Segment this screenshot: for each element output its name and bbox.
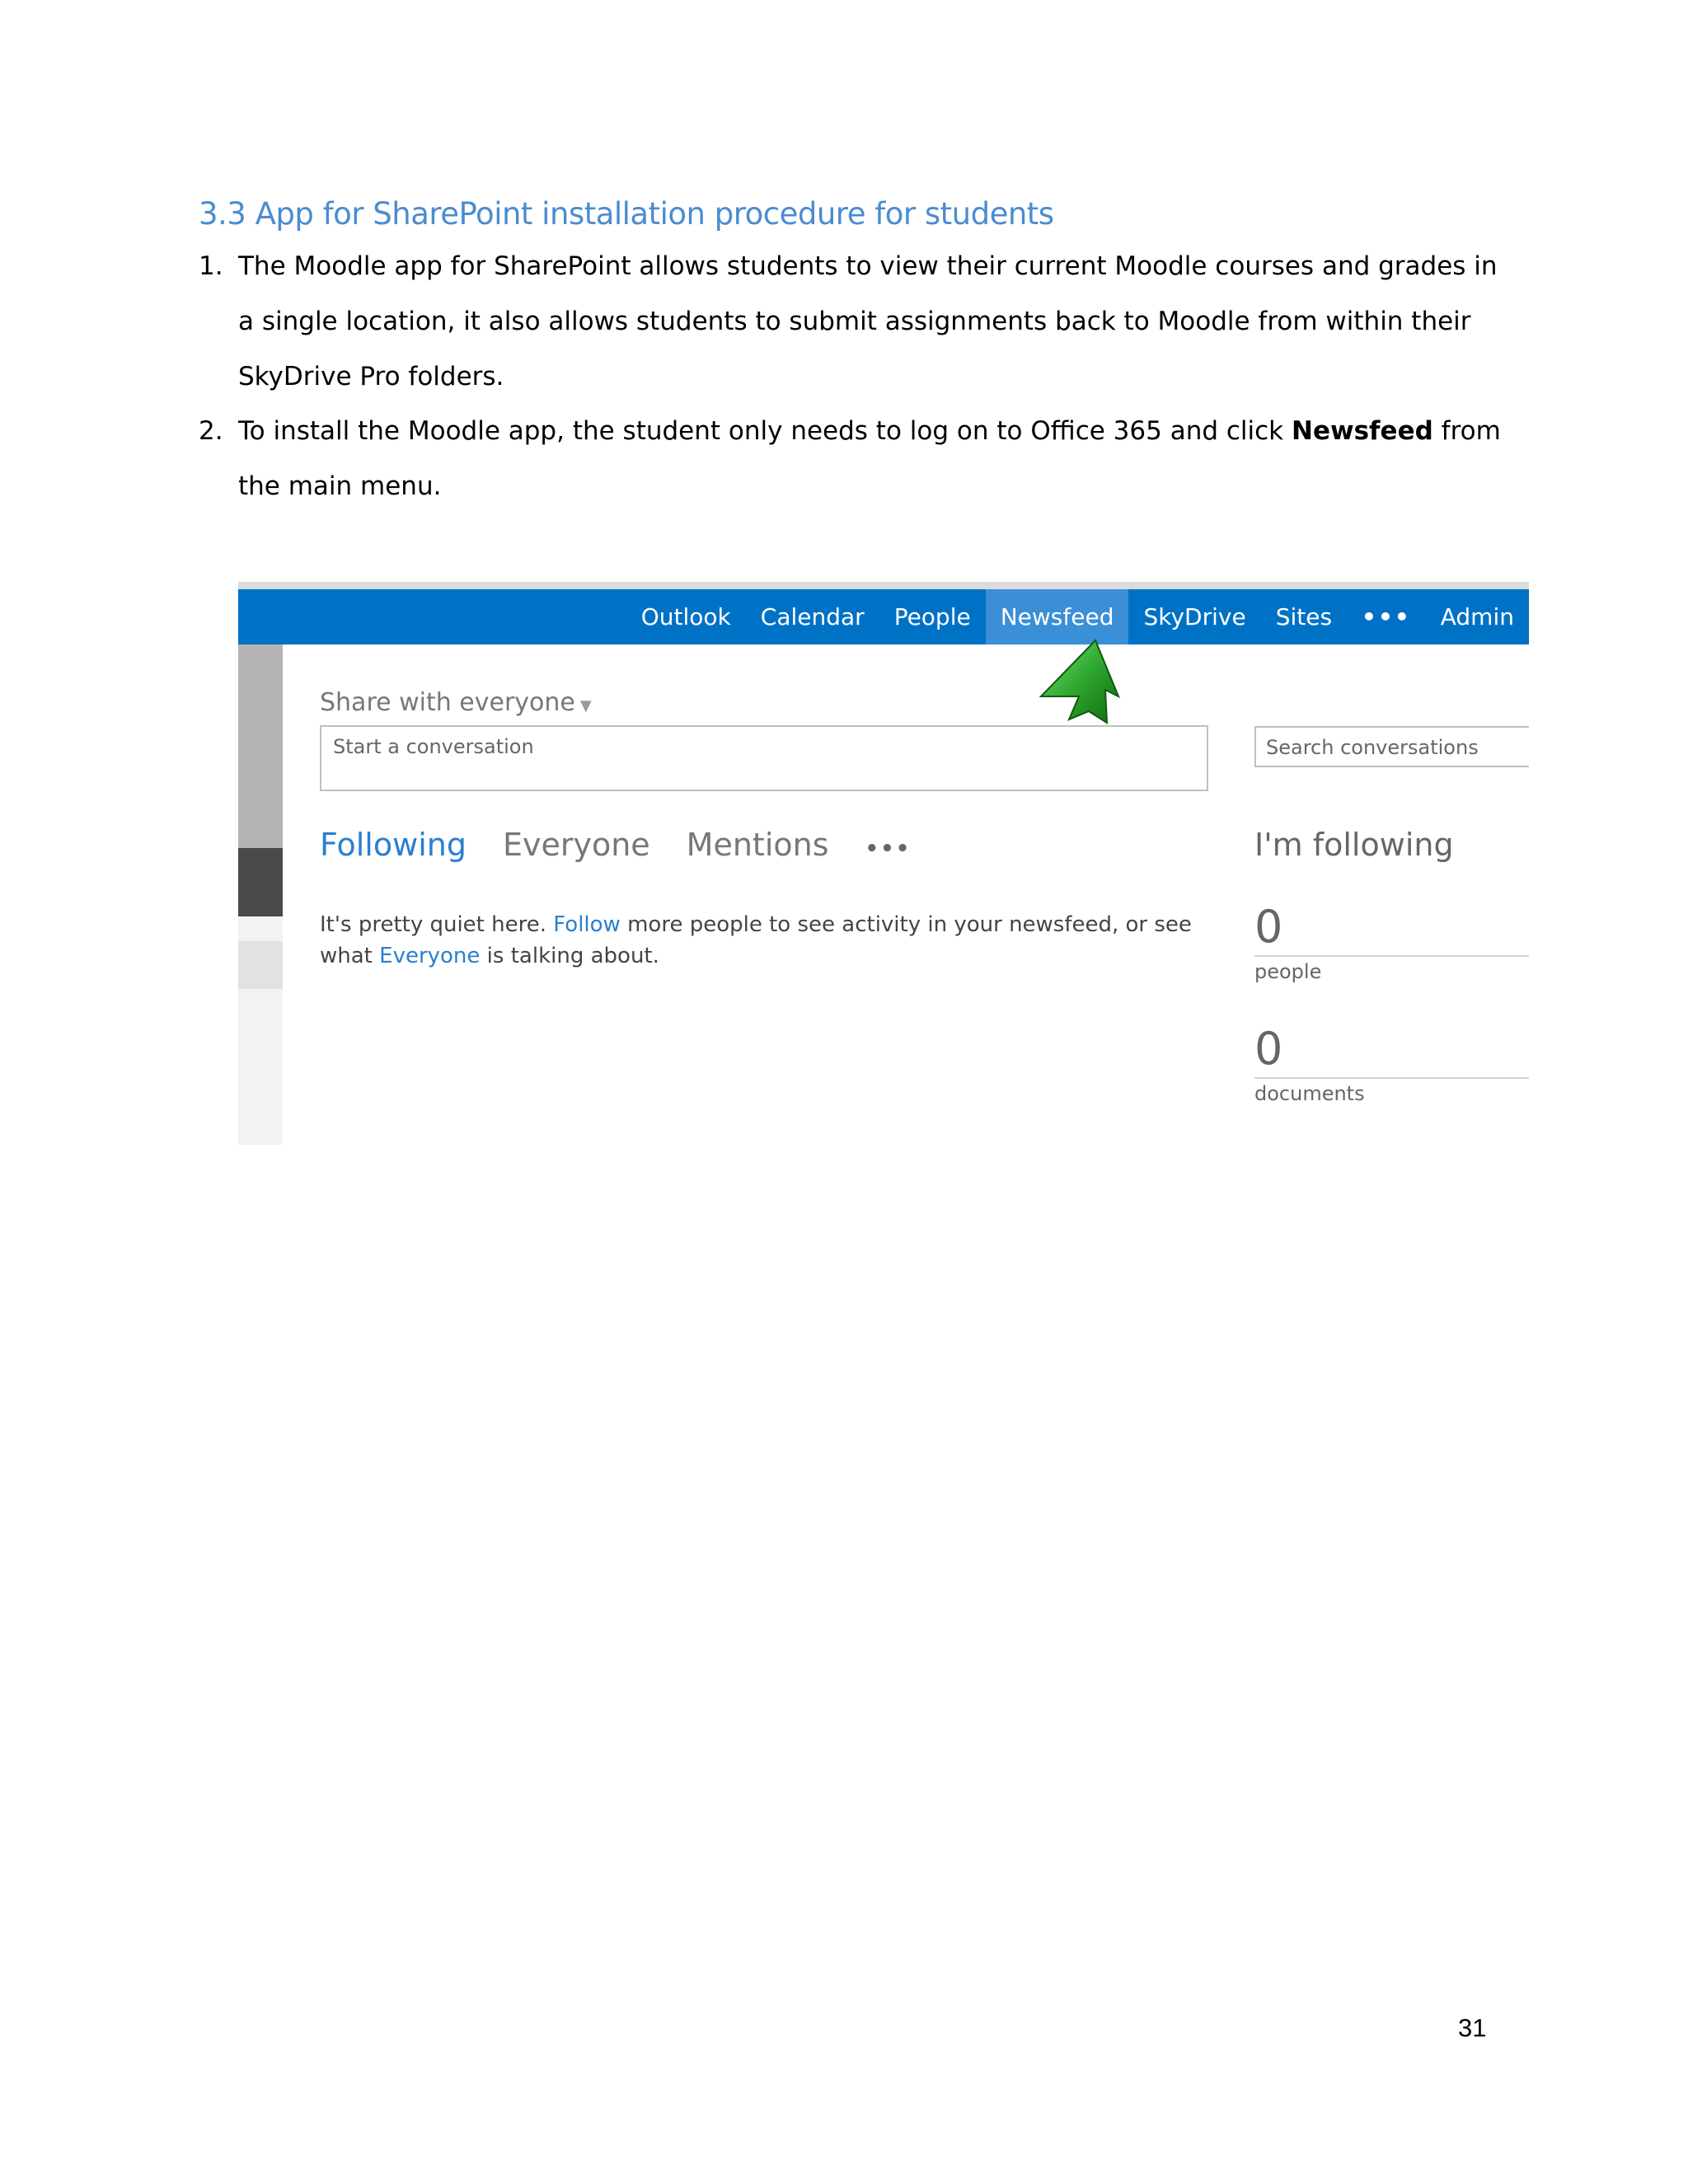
following-title: I'm following (1254, 827, 1454, 863)
stat-value: 0 (1254, 902, 1529, 957)
newsfeed-emphasis: Newsfeed (1292, 416, 1433, 446)
conversation-placeholder: Start a conversation (333, 735, 534, 758)
list-text (238, 404, 1507, 514)
top-nav-bar (238, 589, 1529, 644)
list-number: 1. (199, 251, 223, 281)
nav-newsfeed[interactable]: Newsfeed (986, 589, 1129, 644)
left-strip (238, 644, 283, 1145)
text-before: To install the Moodle app, the student only needs to log on to Office 365 and click (238, 416, 1292, 446)
strip-block (238, 644, 283, 848)
newsfeed-screenshot (238, 582, 1529, 1145)
tab-following[interactable]: Following (320, 827, 467, 863)
message-text: more people to see activity in your newsfeed, or see what (320, 912, 1192, 968)
empty-feed-message (320, 909, 1210, 972)
chevron-down-icon: ▼ (579, 697, 592, 715)
search-placeholder: Search conversations (1266, 736, 1479, 759)
strip-block (238, 848, 283, 916)
green-arrow-icon (1036, 639, 1127, 729)
list-number: 2. (199, 416, 223, 446)
share-dropdown[interactable] (320, 688, 592, 717)
message-text: is talking about. (480, 944, 659, 968)
section-heading: 3.3 App for SharePoint installation procedure for students (199, 196, 1054, 232)
tab-more[interactable]: ••• (865, 837, 912, 861)
nav-outlook[interactable]: Outlook (640, 603, 731, 630)
tab-everyone[interactable]: Everyone (502, 827, 650, 863)
share-label: Share with everyone (320, 688, 575, 717)
nav-calendar[interactable]: Calendar (760, 603, 865, 630)
nav-admin[interactable]: Admin (1440, 603, 1514, 630)
nav-more[interactable]: ••• (1362, 603, 1411, 630)
nav-people[interactable]: People (893, 603, 971, 630)
stat-label: people (1254, 960, 1322, 983)
nav-sites[interactable]: Sites (1275, 603, 1333, 630)
main-menu (626, 589, 1529, 644)
tab-mentions[interactable]: Mentions (686, 827, 829, 863)
everyone-link[interactable]: Everyone (379, 944, 481, 968)
strip-block (238, 941, 283, 989)
page-number: 31 (1458, 2013, 1487, 2042)
nav-skydrive[interactable]: SkyDrive (1143, 603, 1246, 630)
follow-link[interactable]: Follow (553, 912, 621, 937)
stat-value: 0 (1254, 1024, 1529, 1079)
stat-people[interactable] (1254, 902, 1529, 983)
search-input[interactable] (1254, 726, 1529, 767)
list-text: The Moodle app for SharePoint allows students to view their current Moodle courses and grades in a single location, it also allows students to submit assignments back to Moodle from within their SkyDrive Pro folders. (238, 251, 1498, 391)
message-text: It's pretty quiet here. (320, 912, 554, 937)
text-after: from the main menu. (238, 416, 1501, 501)
stat-label: documents (1254, 1082, 1365, 1105)
feed-tabs (320, 827, 947, 863)
stat-documents[interactable] (1254, 1024, 1529, 1105)
conversation-input[interactable] (320, 725, 1208, 791)
